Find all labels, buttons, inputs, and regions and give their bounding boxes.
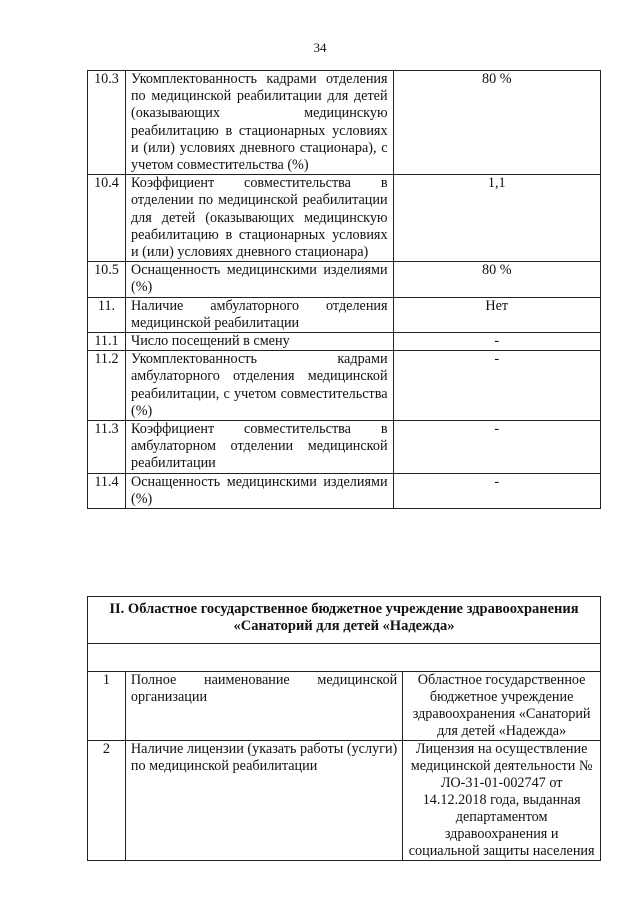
organization-table bbox=[87, 596, 601, 861]
row-label: Коэффициент совместительства в отделении по медицинской реабилитации для детей (оказывающих медицинскую реабилитацию в стационарных условиях и (или) условиях дневного стационара) bbox=[125, 175, 393, 262]
table-row bbox=[88, 741, 601, 861]
row-value: - bbox=[393, 421, 600, 474]
row-number: 10.3 bbox=[88, 71, 126, 175]
row-value: - bbox=[393, 351, 600, 421]
row-number: 10.4 bbox=[88, 175, 126, 262]
table-row bbox=[88, 71, 601, 175]
row-value: 80 % bbox=[393, 71, 600, 175]
row-value: 80 % bbox=[393, 262, 600, 297]
table-row bbox=[88, 672, 601, 741]
row-label: Оснащенность медицинскими изделиями (%) bbox=[125, 473, 393, 508]
table-row bbox=[88, 421, 601, 474]
row-value: Областное государственное бюджетное учреждение здравоохранения «Санаторий для детей «Надежда» bbox=[403, 672, 601, 741]
row-label: Число посещений в смену bbox=[125, 333, 393, 351]
row-label: Укомплектованность кадрами отделения по медицинской реабилитации для детей (оказывающих медицинскую реабилитацию в стационарных условиях и (или) условиях дневного стационара), с учетом совместительства (%) bbox=[125, 71, 393, 175]
row-label: Оснащенность медицинскими изделиями (%) bbox=[125, 262, 393, 297]
section-header-row bbox=[88, 597, 601, 644]
row-value: Нет bbox=[393, 297, 600, 332]
row-number: 11.3 bbox=[88, 421, 126, 474]
table-row bbox=[88, 333, 601, 351]
section-title: II. Областное государственное бюджетное учреждение здравоохранения «Санаторий для детей «Надежда» bbox=[88, 597, 601, 644]
table-row bbox=[88, 262, 601, 297]
row-value: - bbox=[393, 473, 600, 508]
row-number: 11.2 bbox=[88, 351, 126, 421]
table-row bbox=[88, 175, 601, 262]
row-label: Укомплектованность кадрами амбулаторного отделения медицинской реабилитации, с учетом совместительства (%) bbox=[125, 351, 393, 421]
indicators-table bbox=[87, 70, 601, 509]
row-label: Коэффициент совместительства в амбулаторном отделении медицинской реабилитации bbox=[125, 421, 393, 474]
table-row bbox=[88, 297, 601, 332]
spacer-cell bbox=[88, 644, 601, 672]
row-number: 11.1 bbox=[88, 333, 126, 351]
row-value: - bbox=[393, 333, 600, 351]
page-number: 34 bbox=[313, 40, 327, 55]
row-number: 2 bbox=[88, 741, 126, 861]
row-value: 1,1 bbox=[393, 175, 600, 262]
row-number: 10.5 bbox=[88, 262, 126, 297]
row-number: 11. bbox=[88, 297, 126, 332]
row-label: Наличие лицензии (указать работы (услуги) по медицинской реабилитации bbox=[125, 741, 402, 861]
table-row bbox=[88, 473, 601, 508]
row-number: 1 bbox=[88, 672, 126, 741]
row-label: Наличие амбулаторного отделения медицинской реабилитации bbox=[125, 297, 393, 332]
table-row bbox=[88, 351, 601, 421]
spacer-row bbox=[88, 644, 601, 672]
row-label: Полное наименование медицинской организации bbox=[125, 672, 402, 741]
row-number: 11.4 bbox=[88, 473, 126, 508]
row-value: Лицензия на осуществление медицинской деятельности № ЛО-31-01-002747 от 14.12.2018 года, выданная департаментом здравоохранения и социальной защиты населения bbox=[403, 741, 601, 861]
